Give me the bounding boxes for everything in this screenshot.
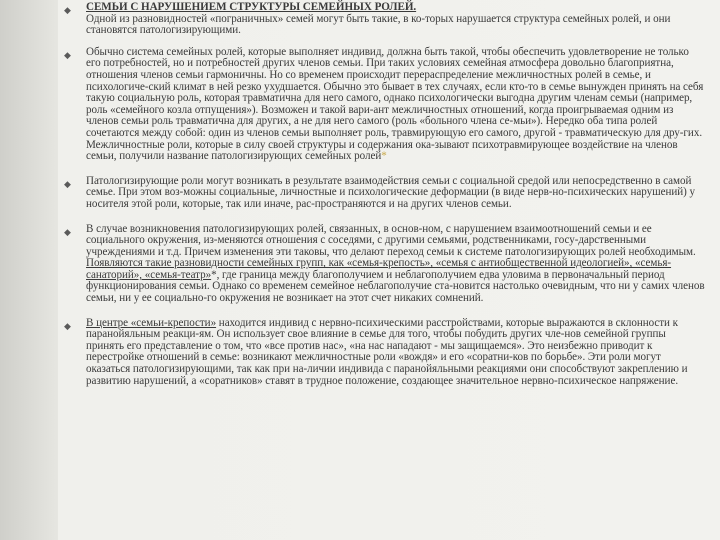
bullet-icon: ◆ <box>64 320 71 331</box>
paragraph-4 <box>86 224 706 305</box>
bullet-icon: ◆ <box>64 49 71 60</box>
list-item <box>64 45 706 163</box>
footnote-star[interactable]: * <box>381 150 387 163</box>
list-item <box>64 174 706 211</box>
list-item <box>64 222 706 305</box>
paragraph-2 <box>86 47 706 163</box>
paragraph-4-text-b: *, где граница между благополучием и неблагополучием едва уловима в первоначальный период функционирования семьи. Однако со временем семейное неблагополучие ста-новится настолько очевидным, что ни у самих членов семьи, ни у ее социально-го окружения не возникает на этот счет никаких сомнений. <box>86 268 705 305</box>
paragraph-5-text: находится индивид с нервно-психическими расстройствами, которые выражаются в склонности к паранойяльным реакци-ям. Он использует свое влияние в семье для того, чтобы побудить других чле-нов семейной группы принять его представление о том, что «все против нас», «на нас нападают - мы защищаемся». Это неизбежно приводит к перестройке отношений в семье: возникают межличностные роли «вождя» и его «соратни-ков по борьбе». Эти роли могут оказаться патологизирующими, так как при на-личии индивида с паранойяльными реакциями они способствуют закреплению и развитию нарушений, а «соратников» ставят в трудное положение, создающее значительное нервно-психическое напряжение. <box>86 316 688 387</box>
paragraph-1-text: Одной из разновидностей «пограничных» семей могут быть такие, в ко-торых нарушается структура семейных ролей, и они становятся патологизирующими. <box>86 12 671 37</box>
slide-content <box>64 1 706 387</box>
paragraph-3: Патологизирующие роли могут возникать в результате взаимодействия семьи с социальной средой или непосредственно в самой семье. При этом воз-можны социальные, личностные и психологические деформации (в виде нерв-но-психических нарушений) у носителя этой роли, которые, так или иначе, рас-пространяются и на других членов семьи. <box>86 174 695 210</box>
family-fortress-link[interactable]: В центре «семьи-крепости» <box>86 316 217 329</box>
slide-left-border <box>0 0 58 540</box>
paragraph-4-text-a: В случае возникновения патологизирующих ролей, связанных, в основ-ном, с нарушением взаимоотношений семьи и ее социального окружения, из-меняются отношения с соседями, с другими семьями, родственниками, госу-дарственными учреждениями и т.д. Причем изменения эти таковы, что делают переход семьи к системе патологизирующих ролей необходимым. <box>86 222 696 258</box>
paragraph-2-text: Обычно система семейных ролей, которые выполняет индивид, должна быть такой, чтобы обеспечить удовлетворение не только его потребностей, но и потребностей других членов семьи. При таких условиях семейная атмосфера довольно благоприятна, отношения членов семьи гармоничны. Но со временем происходит перераспределение межличностных ролей в семье, и психологиче-ский климат в ней резко ухудшается. Обычно это бывает в тех случаях, если кто-то в семье вынужден принять на себя такую социальную роль, которая травматична для него самого, однако психологически выгодна другим членам семьи (например, роль «семейного козла отпущения»). Возможен и такой вари-ант межличностных отношений, когда проигрываемая одним из членов семьи роль травматична для других, а не для него самого (роль «больного члена се-мьи»). Нередко оба типа ролей сочетаются между собой: один из членов семьи выполняет роль, травмирующую его самого, другой - травматическую для дру-гих. Межличностные роли, которые в силу своей структуры и содержания ока-зывают психотравмирующее воздействие на членов семьи, получили название патологизирующих семейных ролей <box>86 45 704 163</box>
list-item <box>64 316 706 388</box>
paragraph-5 <box>86 318 706 388</box>
family-types-link[interactable]: Появляются такие разновидности семейных групп, как «семья-крепость», «семья с антиобщественной идеологией», «семья-санаторий», «семья-театр» <box>86 257 672 281</box>
paragraph-1 <box>86 2 706 37</box>
list-item <box>64 1 706 37</box>
bullet-icon: ◆ <box>64 178 71 189</box>
bullet-icon: ◆ <box>64 226 71 237</box>
section-title: СЕМЬИ С НАРУШЕНИЕМ СТРУКТУРЫ СЕМЕЙНЫХ РОЛЕЙ. <box>86 1 417 13</box>
bullet-icon: ◆ <box>64 5 71 15</box>
